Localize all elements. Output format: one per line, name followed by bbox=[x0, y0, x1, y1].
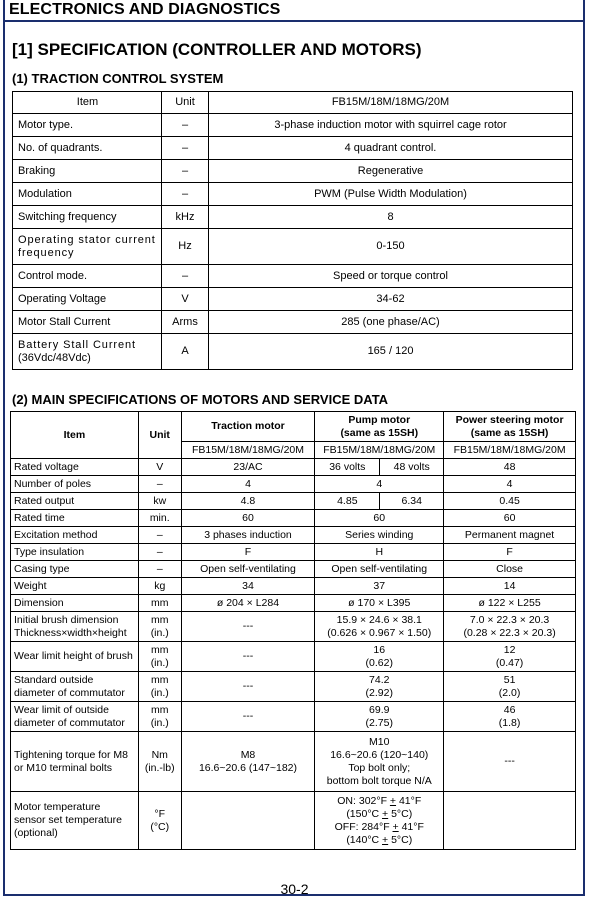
table-row bbox=[13, 160, 573, 183]
table-row bbox=[11, 578, 576, 595]
row-item-line: diameter of commutator bbox=[14, 716, 125, 729]
cell-traction: 3 phases induction bbox=[181, 527, 315, 544]
cell-power-steering: 14 bbox=[444, 578, 576, 595]
row-unit bbox=[138, 792, 181, 850]
row-item bbox=[13, 334, 162, 370]
row-item: Switching frequency bbox=[13, 206, 162, 229]
row-item-line: Operating stator current bbox=[18, 233, 156, 246]
table-header-row bbox=[11, 412, 576, 442]
row-value: 0-150 bbox=[209, 229, 573, 265]
row-unit-line: Nm bbox=[151, 748, 168, 761]
cell-pump bbox=[315, 612, 444, 642]
row-unit: Hz bbox=[162, 229, 209, 265]
row-value: 165 / 120 bbox=[209, 334, 573, 370]
cell-line: 16 bbox=[373, 643, 386, 656]
col-header-ps-line: Power steering motor bbox=[455, 413, 564, 426]
cell-line: bottom bolt torque N/A bbox=[326, 774, 432, 787]
cell-line: 16.6~20.6 (147~182) bbox=[198, 761, 298, 774]
cell-line: Top bolt only; bbox=[348, 761, 411, 774]
row-unit: – bbox=[162, 137, 209, 160]
cell-line: (1.8) bbox=[498, 716, 521, 729]
text-part: (140°C bbox=[346, 833, 383, 846]
cell-line: 69.9 bbox=[369, 703, 390, 716]
cell-pump: 60 bbox=[315, 510, 444, 527]
cell-line: (0.47) bbox=[495, 656, 524, 669]
cell-traction: --- bbox=[181, 612, 315, 642]
table-row bbox=[11, 510, 576, 527]
row-item: Modulation bbox=[13, 183, 162, 206]
cell-line: M8 bbox=[240, 748, 256, 761]
table-row bbox=[11, 459, 576, 476]
row-unit: – bbox=[138, 527, 181, 544]
row-unit: – bbox=[138, 544, 181, 561]
row-unit: kHz bbox=[162, 206, 209, 229]
cell-pump: H bbox=[315, 544, 444, 561]
cell-pump bbox=[315, 702, 444, 732]
table-row bbox=[13, 137, 573, 160]
row-item: Wear limit height of brush bbox=[11, 642, 139, 672]
page-number: 30-2 bbox=[280, 881, 309, 897]
row-unit: V bbox=[138, 459, 181, 476]
col-header-item: Item bbox=[13, 92, 162, 114]
motors-title: (2) MAIN SPECIFICATIONS OF MOTORS AND SERVICE DATA bbox=[12, 392, 389, 407]
table-row bbox=[11, 702, 576, 732]
row-item bbox=[11, 702, 139, 732]
text-part: 41°F bbox=[396, 794, 422, 807]
row-unit: – bbox=[162, 114, 209, 137]
header-bar bbox=[3, 0, 585, 22]
row-unit: – bbox=[162, 183, 209, 206]
cell-power-steering: F bbox=[444, 544, 576, 561]
cell-traction bbox=[181, 792, 315, 850]
row-value: 3-phase induction motor with squirrel cage rotor bbox=[209, 114, 573, 137]
col-header-ps-line: (same as 15SH) bbox=[470, 426, 549, 439]
cell-traction: 4.8 bbox=[181, 493, 315, 510]
cell-line: (0.28 × 22.3 × 20.3) bbox=[463, 626, 556, 639]
table-row bbox=[13, 206, 573, 229]
row-unit: Arms bbox=[162, 311, 209, 334]
cell-traction: 23/AC bbox=[181, 459, 315, 476]
cell-line: (2.0) bbox=[498, 686, 521, 699]
row-unit: – bbox=[162, 265, 209, 288]
row-item: Motor Stall Current bbox=[13, 311, 162, 334]
row-value: Regenerative bbox=[209, 160, 573, 183]
col-header-model: FB15M/18M/18MG/20M bbox=[209, 92, 573, 114]
row-item-line: Thickness×width×height bbox=[14, 626, 127, 639]
cell-pump: Series winding bbox=[315, 527, 444, 544]
cell-pump bbox=[315, 792, 444, 850]
cell-line: (2.92) bbox=[365, 686, 393, 699]
row-item bbox=[13, 229, 162, 265]
cell-pump-36v: 36 volts bbox=[315, 459, 380, 476]
row-value: 285 (one phase/AC) bbox=[209, 311, 573, 334]
row-unit-line: mm bbox=[150, 673, 169, 686]
row-unit: V bbox=[162, 288, 209, 311]
row-item-line: diameter of commutator bbox=[14, 686, 125, 699]
row-item: Motor type. bbox=[13, 114, 162, 137]
model-pump: FB15M/18M/18MG/20M bbox=[315, 442, 444, 459]
row-unit-line: mm bbox=[150, 643, 169, 656]
row-item bbox=[11, 732, 139, 792]
cell-power-steering: 60 bbox=[444, 510, 576, 527]
row-item-line: sensor set temperature bbox=[14, 814, 122, 826]
cell-traction: --- bbox=[181, 642, 315, 672]
row-item-line: frequency bbox=[18, 246, 75, 259]
row-unit-line: (°C) bbox=[150, 820, 170, 833]
cell-pump: ø 170 × L395 bbox=[315, 595, 444, 612]
table-row bbox=[11, 595, 576, 612]
row-item: Number of poles bbox=[11, 476, 139, 493]
table-row bbox=[11, 732, 576, 792]
table-row bbox=[11, 476, 576, 493]
row-item-line: Tightening torque for M8 bbox=[14, 748, 129, 761]
cell-line: (0.62) bbox=[365, 656, 393, 669]
col-header-pump-line: Pump motor bbox=[348, 413, 411, 426]
cell-line bbox=[317, 834, 441, 847]
cell-power-steering: 4 bbox=[444, 476, 576, 493]
table-row bbox=[11, 792, 576, 850]
row-unit: min. bbox=[138, 510, 181, 527]
cell-pump bbox=[315, 672, 444, 702]
plus-minus-sign: + bbox=[392, 820, 399, 833]
col-header-item: Item bbox=[11, 412, 139, 459]
row-value: Speed or torque control bbox=[209, 265, 573, 288]
row-item-line: or M10 terminal bolts bbox=[14, 761, 113, 774]
row-value: 34-62 bbox=[209, 288, 573, 311]
motors-table bbox=[10, 411, 576, 850]
row-item: Rated time bbox=[11, 510, 139, 527]
header-title: ELECTRONICS AND DIAGNOSTICS bbox=[9, 1, 281, 18]
col-header-unit: Unit bbox=[138, 412, 181, 459]
table-row bbox=[11, 612, 576, 642]
cell-pump: 4 bbox=[315, 476, 444, 493]
col-header-unit: Unit bbox=[162, 92, 209, 114]
table-row bbox=[11, 672, 576, 702]
col-header-traction: Traction motor bbox=[181, 412, 315, 442]
cell-line: (0.626 × 0.967 × 1.50) bbox=[327, 626, 432, 639]
cell-traction bbox=[181, 732, 315, 792]
table-row bbox=[13, 288, 573, 311]
cell-traction: Open self-ventilating bbox=[181, 561, 315, 578]
table-row bbox=[11, 527, 576, 544]
plus-minus-sign: + bbox=[382, 833, 389, 846]
cell-power-steering: Permanent magnet bbox=[444, 527, 576, 544]
table-row bbox=[13, 334, 573, 370]
cell-traction: ø 204 × L284 bbox=[181, 595, 315, 612]
cell-line: 74.2 bbox=[369, 673, 390, 686]
row-unit: kg bbox=[138, 578, 181, 595]
cell-line: 46 bbox=[503, 703, 516, 716]
row-unit bbox=[138, 672, 181, 702]
cell-pump: Open self-ventilating bbox=[315, 561, 444, 578]
row-unit bbox=[138, 612, 181, 642]
row-item: No. of quadrants. bbox=[13, 137, 162, 160]
section-title: [1] SPECIFICATION (CONTROLLER AND MOTORS) bbox=[12, 40, 422, 59]
table-row bbox=[11, 544, 576, 561]
cell-line bbox=[317, 795, 441, 808]
cell-pump: 37 bbox=[315, 578, 444, 595]
row-unit-line: (in.) bbox=[150, 626, 169, 639]
cell-power-steering: Close bbox=[444, 561, 576, 578]
row-unit-line: (in.-lb) bbox=[144, 761, 175, 774]
row-unit-line: (in.) bbox=[150, 686, 169, 699]
row-unit bbox=[138, 732, 181, 792]
model-traction: FB15M/18M/18MG/20M bbox=[181, 442, 315, 459]
table-row bbox=[13, 183, 573, 206]
row-unit bbox=[138, 642, 181, 672]
cell-pump-a: 4.85 bbox=[315, 493, 380, 510]
row-unit: – bbox=[138, 561, 181, 578]
cell-power-steering bbox=[444, 642, 576, 672]
row-unit bbox=[138, 702, 181, 732]
cell-line: 12 bbox=[503, 643, 516, 656]
row-item-line: Motor temperature bbox=[14, 801, 101, 813]
row-item bbox=[11, 612, 139, 642]
text-part: 5°C) bbox=[388, 833, 413, 846]
text-part: 5°C) bbox=[388, 807, 413, 820]
cell-line: M10 bbox=[369, 735, 390, 748]
cell-line bbox=[317, 808, 441, 821]
table-row bbox=[13, 265, 573, 288]
traction-control-table bbox=[12, 91, 573, 370]
cell-traction: 4 bbox=[181, 476, 315, 493]
row-item: Braking bbox=[13, 160, 162, 183]
row-item: Dimension bbox=[11, 595, 139, 612]
table-row bbox=[11, 493, 576, 510]
table-row bbox=[13, 229, 573, 265]
cell-power-steering bbox=[444, 702, 576, 732]
cell-traction: 34 bbox=[181, 578, 315, 595]
text-part: ON: 302°F bbox=[337, 794, 390, 807]
row-unit: – bbox=[138, 476, 181, 493]
table-row bbox=[11, 642, 576, 672]
row-item-line: Standard outside bbox=[14, 673, 94, 686]
row-item-line: Initial brush dimension bbox=[14, 613, 119, 626]
cell-pump-b: 6.34 bbox=[380, 493, 444, 510]
row-value: 8 bbox=[209, 206, 573, 229]
cell-power-steering: 0.45 bbox=[444, 493, 576, 510]
row-unit-line: (in.) bbox=[150, 656, 169, 669]
cell-traction: --- bbox=[181, 702, 315, 732]
row-unit: – bbox=[162, 160, 209, 183]
cell-pump bbox=[315, 732, 444, 792]
cell-power-steering: --- bbox=[444, 732, 576, 792]
row-unit-line: °F bbox=[154, 807, 166, 820]
table-row bbox=[13, 114, 573, 137]
row-item-line: Battery Stall Current bbox=[18, 338, 136, 351]
row-item: Control mode. bbox=[13, 265, 162, 288]
row-unit-line: (in.) bbox=[150, 716, 169, 729]
col-header-power-steering bbox=[444, 412, 576, 442]
row-item bbox=[11, 672, 139, 702]
row-value: 4 quadrant control. bbox=[209, 137, 573, 160]
text-part: 41°F bbox=[398, 820, 424, 833]
row-item: Type insulation bbox=[11, 544, 139, 561]
cell-traction: 60 bbox=[181, 510, 315, 527]
text-part: OFF: 284°F bbox=[334, 820, 393, 833]
row-unit: kw bbox=[138, 493, 181, 510]
row-item-line: (36Vdc/48Vdc) bbox=[18, 351, 91, 364]
row-item: Weight bbox=[11, 578, 139, 595]
cell-traction: F bbox=[181, 544, 315, 561]
plus-minus-sign: + bbox=[382, 807, 389, 820]
cell-line: 7.0 × 22.3 × 20.3 bbox=[469, 613, 550, 626]
col-header-pump-line: (same as 15SH) bbox=[340, 426, 419, 439]
cell-line bbox=[317, 821, 441, 834]
cell-line: 51 bbox=[503, 673, 516, 686]
text-part: (150°C bbox=[346, 807, 383, 820]
cell-power-steering bbox=[444, 792, 576, 850]
col-header-pump bbox=[315, 412, 444, 442]
row-item bbox=[11, 792, 139, 850]
row-unit-line: mm bbox=[150, 703, 169, 716]
cell-power-steering: 48 bbox=[444, 459, 576, 476]
cell-line: 15.9 × 24.6 × 38.1 bbox=[336, 613, 422, 626]
cell-power-steering: ø 122 × L255 bbox=[444, 595, 576, 612]
row-item: Rated output bbox=[11, 493, 139, 510]
cell-power-steering bbox=[444, 612, 576, 642]
row-item: Rated voltage bbox=[11, 459, 139, 476]
row-item: Casing type bbox=[11, 561, 139, 578]
cell-line: 16.6~20.6 (120~140) bbox=[330, 748, 429, 761]
row-unit: A bbox=[162, 334, 209, 370]
row-item: Excitation method bbox=[11, 527, 139, 544]
table-row bbox=[11, 561, 576, 578]
traction-control-title: (1) TRACTION CONTROL SYSTEM bbox=[12, 71, 224, 86]
row-item: Operating Voltage bbox=[13, 288, 162, 311]
row-item-line: (optional) bbox=[14, 827, 58, 839]
row-value: PWM (Pulse Width Modulation) bbox=[209, 183, 573, 206]
row-unit-line: mm bbox=[150, 613, 169, 626]
model-power-steering: FB15M/18M/18MG/20M bbox=[444, 442, 576, 459]
cell-pump-48v: 48 volts bbox=[380, 459, 444, 476]
plus-minus-sign: + bbox=[389, 794, 397, 807]
cell-power-steering bbox=[444, 672, 576, 702]
row-unit: mm bbox=[138, 595, 181, 612]
table-header-row bbox=[13, 92, 573, 114]
cell-pump bbox=[315, 642, 444, 672]
table-row bbox=[13, 311, 573, 334]
cell-line: (2.75) bbox=[365, 716, 393, 729]
row-item-line: Wear limit of outside bbox=[14, 703, 109, 716]
cell-traction: --- bbox=[181, 672, 315, 702]
